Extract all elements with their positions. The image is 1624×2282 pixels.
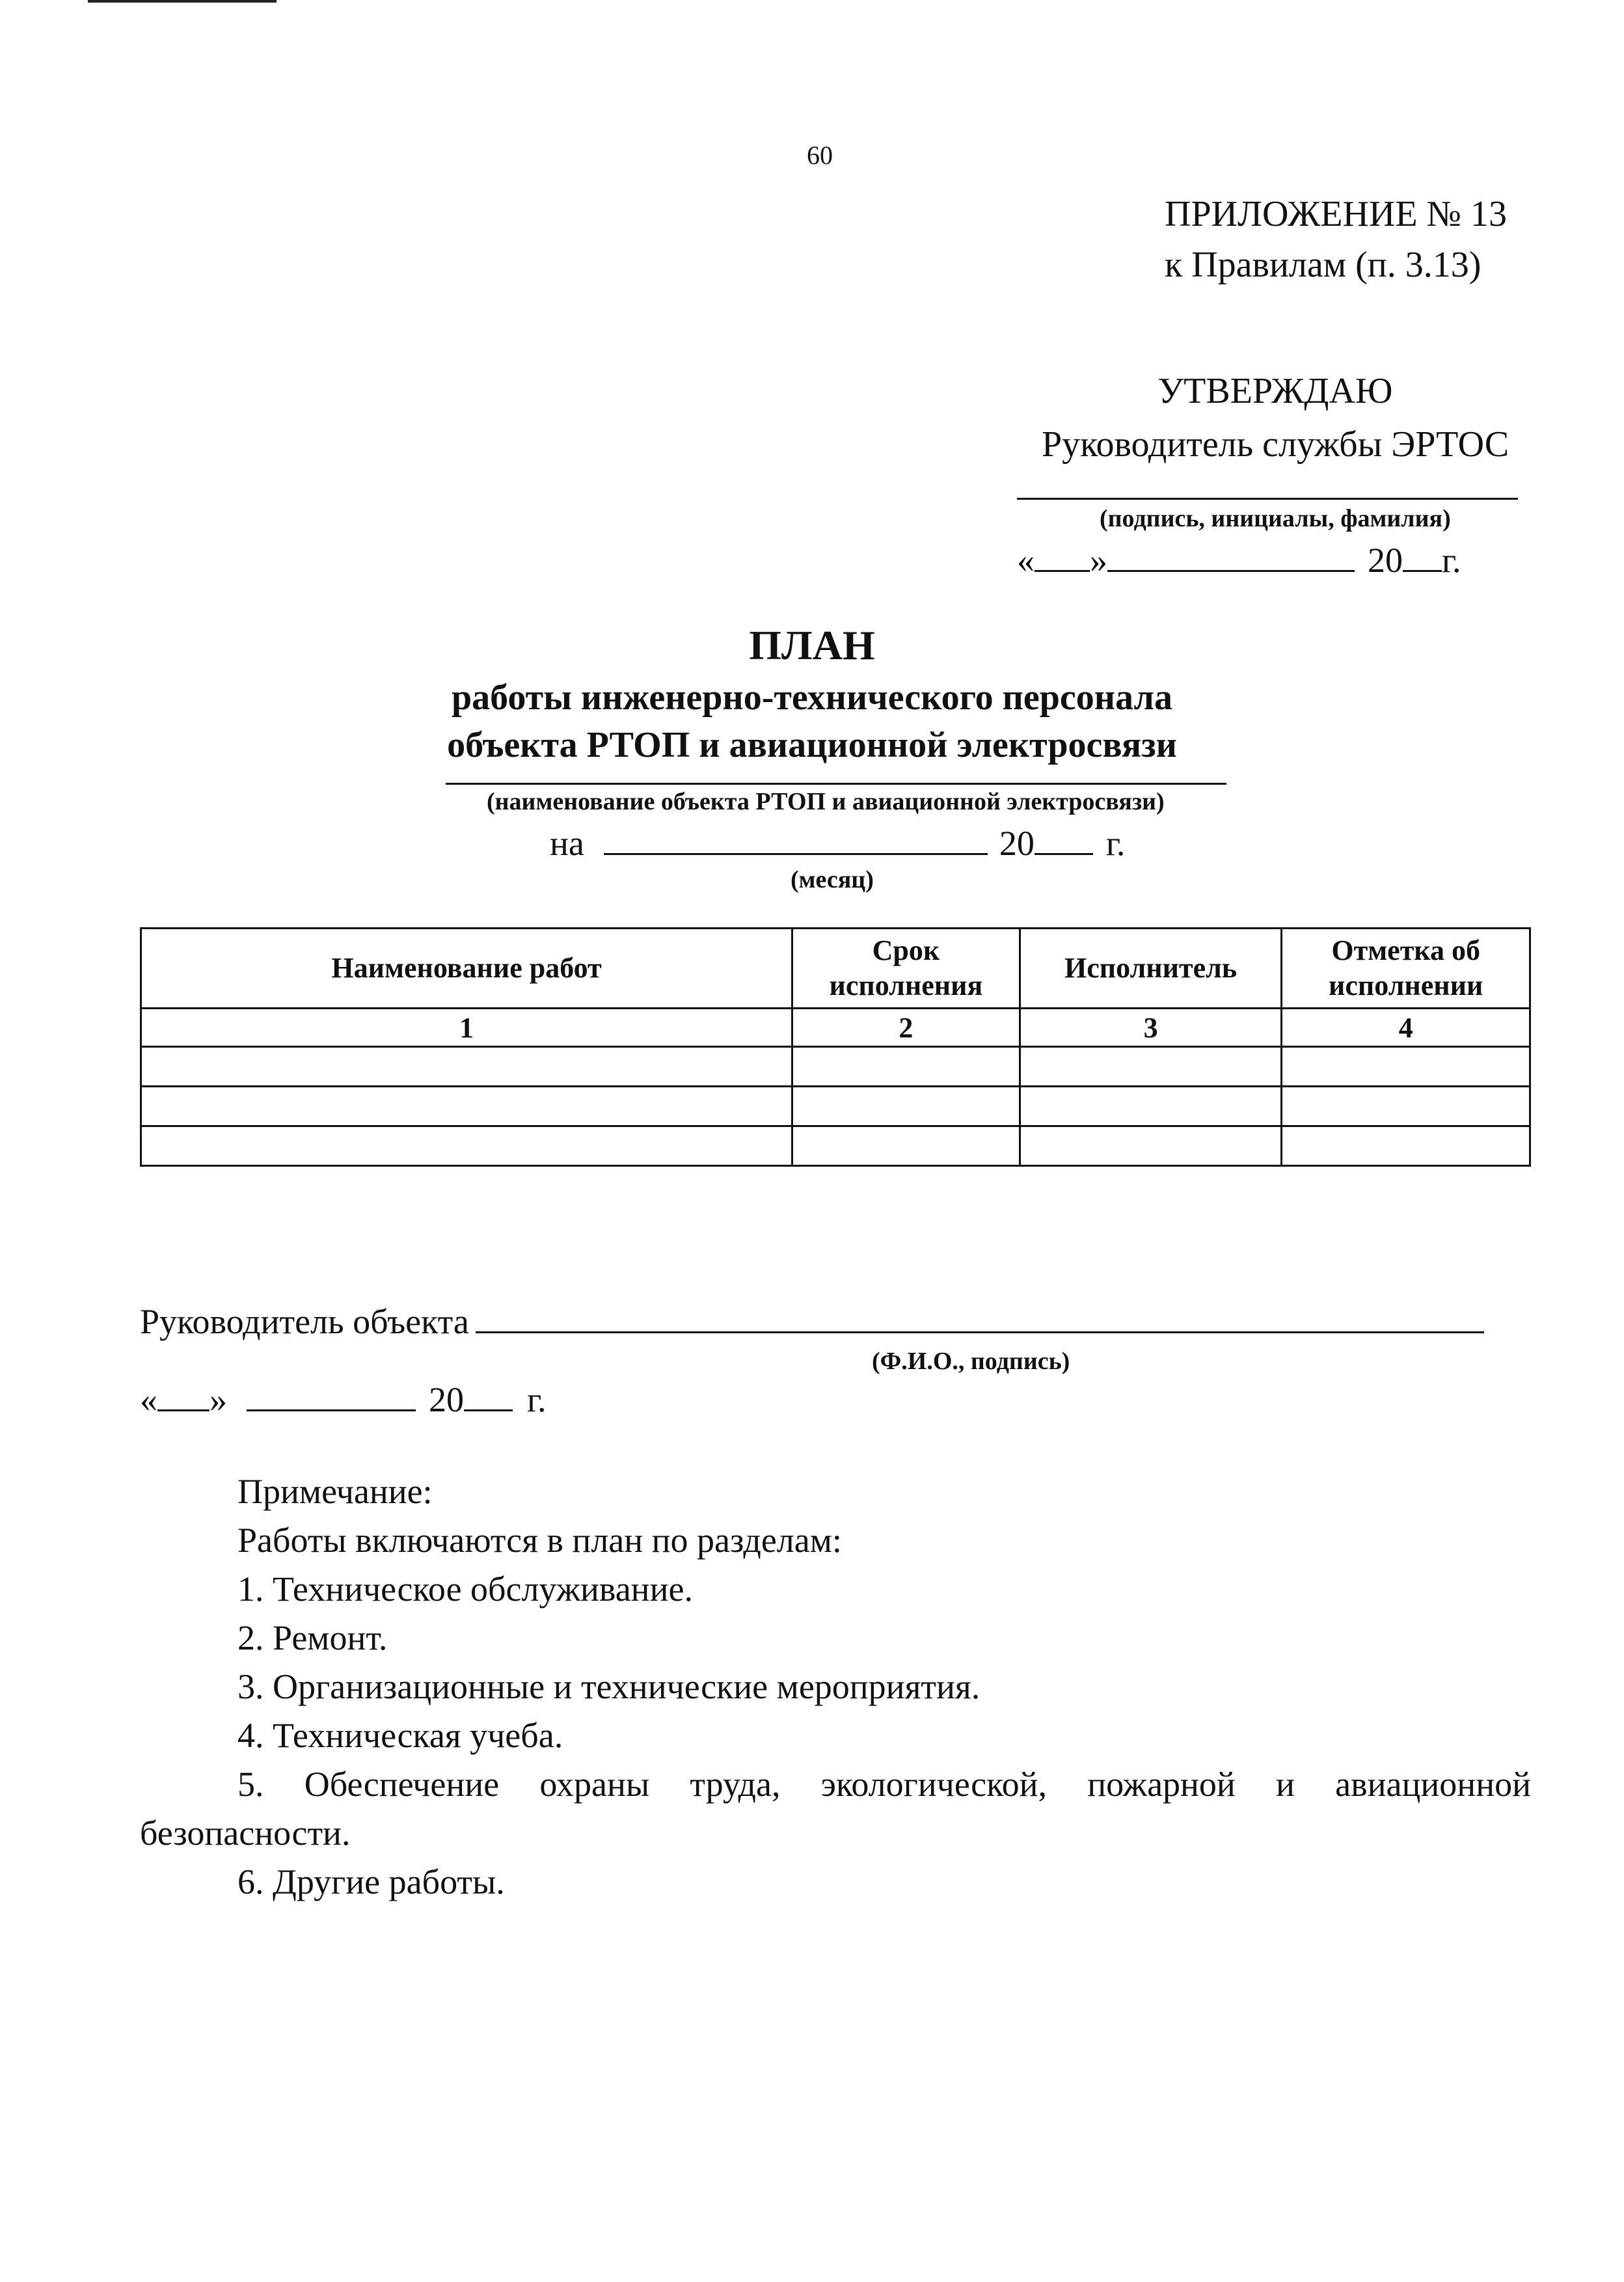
note-item: 3. Организационные и технические мероприятия.: [237, 1667, 981, 1706]
table-cell: [141, 1087, 792, 1126]
table-cell: [1020, 1087, 1282, 1126]
table-row: [141, 1126, 1530, 1166]
month-blank: [1107, 544, 1355, 572]
note-item: 6. Другие работы.: [237, 1862, 505, 1901]
approval-date: [1017, 540, 1461, 580]
date-year: 20: [1368, 541, 1403, 580]
footer-date-suffix: г.: [527, 1380, 547, 1419]
month-prefix: на: [550, 824, 584, 863]
object-head-row: [140, 1301, 1484, 1342]
table-cell: [141, 1047, 792, 1087]
month-year-blank: [1035, 827, 1093, 855]
table-row: [141, 1047, 1530, 1087]
page-number: 60: [807, 141, 833, 170]
object-caption: (наименование объекта РТОП и авиационной электросвязи): [487, 788, 1165, 815]
appendix-block: [1165, 189, 1507, 290]
header-deadline: Срок исполнения: [792, 929, 1020, 1009]
footer-date-close-quote: »: [210, 1380, 227, 1419]
day-blank: [1035, 544, 1090, 572]
month-field: [604, 827, 988, 855]
note-item: 5. Обеспечение охраны труда, экологической, пожарной и авиационной: [237, 1765, 1531, 1804]
signature-line: [1017, 498, 1518, 500]
approval-position: Руководитель службы ЭРТОС: [1041, 424, 1509, 465]
month-suffix: г.: [1105, 824, 1126, 863]
table-cell: [141, 1126, 792, 1166]
table-cell: [792, 1087, 1020, 1126]
table-number-row: [141, 1009, 1530, 1047]
note-item: 2. Ремонт.: [237, 1618, 388, 1657]
approval-block: [1015, 364, 1536, 471]
table-cell: [1282, 1126, 1530, 1166]
date-close-quote: »: [1090, 541, 1107, 580]
object-head-caption: (Ф.И.О., подпись): [872, 1348, 1070, 1375]
table-cell: [1020, 1047, 1282, 1087]
header-work-name: Наименование работ: [141, 929, 792, 1009]
note-block: [140, 1467, 1531, 1907]
object-name-line: [446, 783, 1226, 785]
date-open-quote: «: [1017, 541, 1035, 580]
column-number: 1: [141, 1009, 792, 1047]
column-number: 4: [1282, 1009, 1530, 1047]
note-title: Примечание:: [237, 1472, 433, 1511]
column-number: 3: [1020, 1009, 1282, 1047]
footer-year-blank: [464, 1383, 513, 1411]
appendix-reference: к Правилам (п. 3.13): [1165, 245, 1482, 285]
note-intro: Работы включаются в план по разделам:: [237, 1521, 842, 1560]
plan-subtitle-line1: работы инженерно-технического персонала: [452, 677, 1172, 718]
month-year: 20: [999, 824, 1035, 863]
date-suffix: г.: [1442, 541, 1461, 580]
object-head-label: Руководитель объекта: [140, 1302, 469, 1341]
signature-caption: (подпись, инициалы, фамилия): [1100, 505, 1451, 532]
footer-day-blank: [157, 1383, 210, 1411]
top-rule: [88, 0, 277, 3]
plan-subtitle-line2: объекта РТОП и авиационной электросвязи: [447, 725, 1177, 765]
table-header-row: [141, 929, 1530, 1009]
footer-date: [140, 1379, 547, 1420]
table-cell: [792, 1047, 1020, 1087]
table-row: [141, 1087, 1530, 1126]
plan-table: [140, 927, 1531, 1167]
plan-title: ПЛАН: [749, 622, 875, 668]
year-blank: [1403, 544, 1442, 572]
footer-date-year: 20: [429, 1380, 464, 1419]
table-cell: [1282, 1087, 1530, 1126]
month-caption: (месяц): [791, 866, 874, 893]
table-cell: [1020, 1126, 1282, 1166]
appendix-number: ПРИЛОЖЕНИЕ № 13: [1165, 194, 1507, 234]
footer-month-blank: [247, 1383, 416, 1411]
table-cell: [792, 1126, 1020, 1166]
note-item: 4. Техническая учеба.: [237, 1716, 563, 1755]
object-head-signature-line: [476, 1305, 1484, 1333]
column-number: 2: [792, 1009, 1020, 1047]
note-item-continuation: безопасности.: [140, 1813, 351, 1853]
header-executor: Исполнитель: [1020, 929, 1282, 1009]
approval-word: УТВЕРЖДАЮ: [1157, 371, 1393, 411]
note-item: 1. Техническое обслуживание.: [237, 1569, 693, 1609]
footer-date-open-quote: «: [140, 1380, 157, 1419]
table-cell: [1282, 1047, 1530, 1087]
month-row: [550, 823, 1125, 863]
header-completion-mark: Отметка об исполнении: [1282, 929, 1530, 1009]
